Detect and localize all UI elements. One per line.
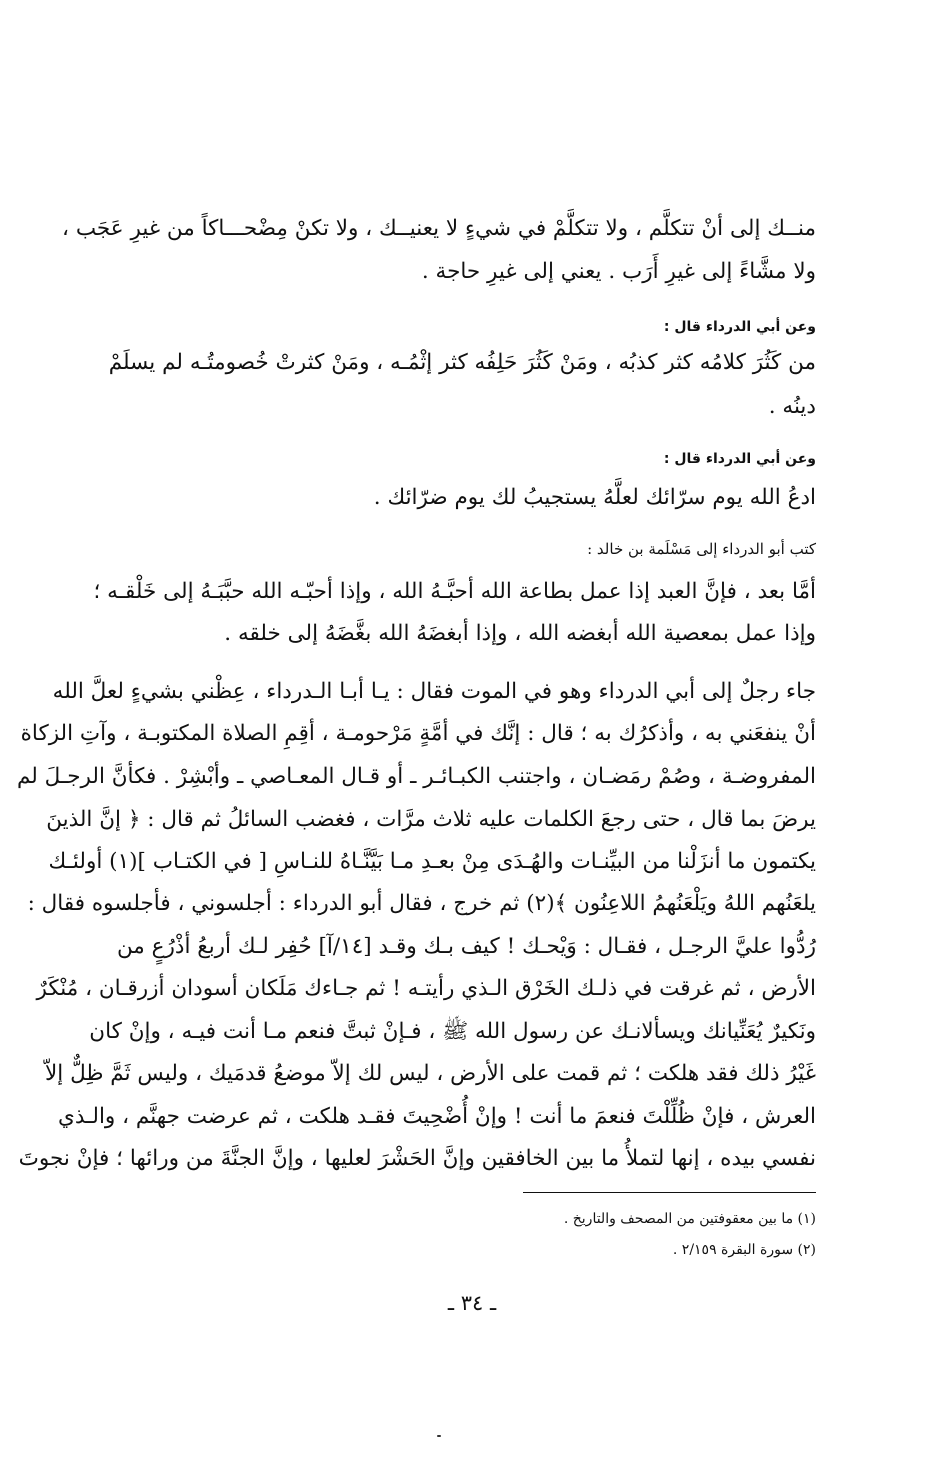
text-line: جاء رجلٌ إلى أبي الدرداء وهو في الموت فقال : يـا أبـا الـدرداء ، عِظْني بشيءٍ لعلَّ الله [52, 679, 816, 704]
section-heading: وعن أبي الدرداء قال : [663, 319, 816, 335]
text-line: وإذا عمل بمعصية الله أبغضه الله ، وإذا أبغضَهُ الله بغَّضَهُ إلى خلقه . [224, 621, 816, 646]
text-line: من كَثُرَ كلامُه كثر كذبُه ، ومَنْ كَثُرَ حَلِفُه كثر إثْمُـه ، ومَنْ كثرتْ خُصومتُـه لم يسلَمْ [108, 350, 816, 375]
footnote: (١) ما بين معقوفتين من المصحف والتاريخ . [563, 1211, 816, 1227]
scan-artifact [437, 1435, 441, 1437]
text-line: نفسي بيده ، إنها لتملأُ ما بين الخافقين وإنَّ الحَشْرَ لعليها ، وإنَّ الجنَّةَ من ورائها ؛ فإنْ نجوتَ [18, 1146, 816, 1171]
section-heading: وعن أبي الدرداء قال : [663, 451, 816, 467]
page-number: ـ ٣٤ ـ [447, 1291, 497, 1315]
text-line: ادعُ الله يوم سرّائك لعلَّهُ يستجيبُ لك يوم ضرّائك . [373, 485, 816, 510]
text-line: رُدُّوا عليَّ الرجـل ، فقـال : وَيْحـك ! كيف بـك وقـد [١٤/آ] حُفِر لـك أربعُ أذْرُعٍ من [116, 934, 816, 959]
text-line: أنْ ينفعَني به ، وأذكرُك به ؛ قال : إنَّك في أمَّةٍ مَرْحومـة ، أقِمِ الصلاة المكتوبـة ، وآتِ الزكاة [20, 721, 816, 746]
text-line: يلعَنُهم اللهُ ويَلْعَنُهمُ اللاعِنُون ﴾(٢) ثم خرج ، فقال أبو الدرداء : أجلسوني ، فأجلسوه فقال : [27, 891, 816, 916]
text-line: ولا مشَّاءً إلى غيرِ أَرَب . يعني إلى غيرِ حاجة . [421, 259, 816, 284]
footnote: (٢) سورة البقرة ٢/١٥٩ . [672, 1242, 816, 1258]
section-heading: كتب أبو الدرداء إلى مَسْلَمة بن خالد : [587, 540, 816, 558]
text-line: يرضَ بما قال ، حتى رجعَ الكلمات عليه ثلاث مرَّات ، فغضب السائلُ ثم قال : ﴿ إنَّ الذينَ [46, 807, 816, 832]
text-line: الأرض ، ثم غرقت في ذلـك الخَرْق الـذي رأيتـه ! ثم جـاءك مَلَكان أسودان أزرقـان ، مُنْكَرٌ [36, 976, 816, 1001]
text-line: غَيْرُ ذلك فقد هلكت ؛ ثم قمت على الأرض ، ليس لك إلاّ موضعُ قدمَيك ، وليس ثَمَّ ظِلٌّ إلاّ [45, 1061, 816, 1086]
text-line: أمَّا بعد ، فإنَّ العبد إذا عمل بطاعة الله أحبَّـهُ الله ، وإذا أحبّـه الله حبَّبَـهُ إلى خَلْقـه ؛ [93, 579, 816, 604]
text-line: دينُه . [768, 394, 816, 419]
text-line: المفروضـة ، وصُمْ رمَضـان ، واجتنب الكبـائـر ـ أو قـال المعـاصي ـ وأبْشِرْ . فكأنَّ الرجـلَ لم [16, 764, 816, 789]
text-line: يكتمون ما أنزَلْنا من البيِّنـات والهُـدَى مِنْ بعـدِ مـا بَيَّنَّـاهُ للنـاسِ [ في الكتـاب ](١) أولئـك [48, 849, 816, 874]
text-line: ونَكيرٌ يُعَنِّيانك ويسألانـك عن رسول الله ﷺ ، فـإنْ ثبتَّ فنعم مـا أنت فيـه ، وإنْ كان [89, 1019, 816, 1044]
footnote-separator [523, 1192, 816, 1193]
text-line: منــك إلى أنْ تتكلَّم ، ولا تتكلَّمْ في شيءٍ لا يعنيــك ، ولا تكنْ مِضْحـــاكاً من غيرِ عَجَب ، [62, 216, 816, 241]
text-line: العرش ، فإنْ ظُلِّلْتَ فنعمَ ما أنت ! وإنْ أُضْحِيتَ فقـد هلكت ، ثم عرضت جهنَّم ، والـذي [57, 1104, 816, 1129]
